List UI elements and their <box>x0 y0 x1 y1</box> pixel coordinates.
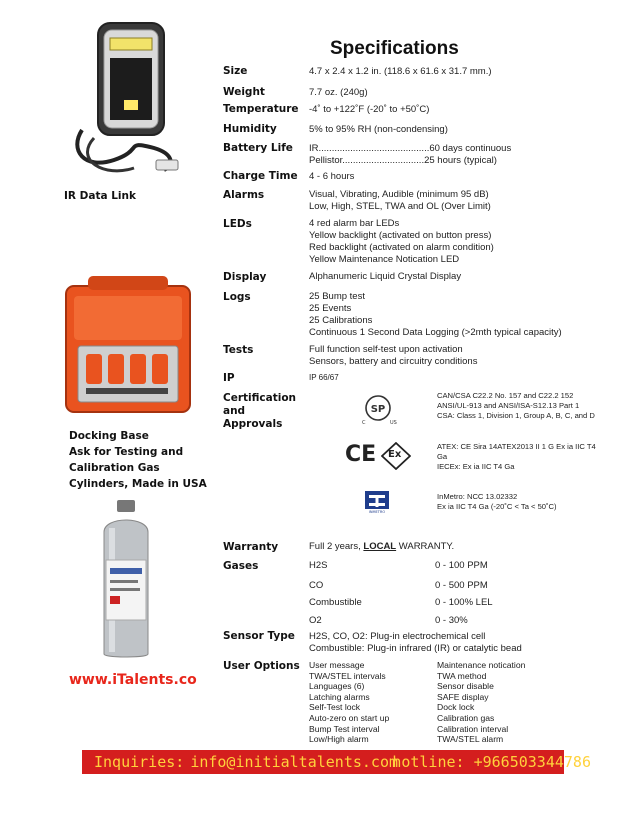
spec-label-temperature: Temperature <box>223 103 299 115</box>
website-link[interactable]: www.iTalents.co <box>69 672 197 688</box>
docking-base-image <box>58 268 198 416</box>
user-options-left: User message TWA/STEL intervals Languages (6) Latching alarms Self-Test lock Auto-zero on start up Bump Test interval Low/High alarm <box>309 660 390 745</box>
gas-name: H2S <box>309 560 328 571</box>
spec-label-humidity: Humidity <box>223 123 277 135</box>
spec-value-size: 4.7 x 2.4 x 1.2 in. (118.6 x 61.6 x 31.7 mm.) <box>309 66 492 77</box>
gas-name: Combustible <box>309 597 362 608</box>
svg-text:SP: SP <box>370 404 386 415</box>
footer-inquiries: Inquiries: <box>94 753 185 771</box>
spec-value-sensor-type: H2S, CO, O2: Plug-in electrochemical cell Combustible: Plug-in infrared (IR) or catalytic bead <box>309 631 522 654</box>
svg-text:US: US <box>390 420 397 426</box>
cert-text-atex: ATEX: CE Sira 14ATEX2013 II 1 G Ex ia IIC T4 Ga IECEx: Ex ia IIC T4 Ga <box>437 442 596 471</box>
spec-label-battery-life: Battery Life <box>223 142 293 154</box>
ex-mark: Ex <box>388 449 402 460</box>
spec-label-charge-time: Charge Time <box>223 170 298 182</box>
ce-mark: CE <box>345 442 377 467</box>
ce-ex-logo-icon <box>345 442 415 472</box>
spec-label-weight: Weight <box>223 86 265 98</box>
spec-label-sensor-type: Sensor Type <box>223 630 295 642</box>
spec-label-certification: Certification and Approvals <box>223 392 297 430</box>
spec-value-alarms: Visual, Vibrating, Audible (minimum 95 dB) Low, High, STEL, TWA and OL (Over Limit) <box>309 189 491 212</box>
user-options-right: Maintenance notication TWA method Sensor disable SAFE display Dock lock Calibration gas Calibration interval TWA/STEL alarm <box>437 660 526 745</box>
spec-label-user-options: User Options <box>223 660 300 672</box>
spec-value-humidity: 5% to 95% RH (non-condensing) <box>309 124 448 135</box>
warranty-local-emphasis: LOCAL <box>363 541 397 552</box>
gas-name: CO <box>309 580 324 591</box>
spec-label-size: Size <box>223 65 248 77</box>
gas-name: O2 <box>309 615 322 626</box>
spec-value-battery-life: IR..........................................60 days continuous Pellistor...............................25 hours (typical) <box>309 143 512 166</box>
footer-email-link[interactable]: info@initialtalents.com <box>190 753 399 771</box>
gas-range: 0 - 100% LEL <box>435 597 493 608</box>
spec-value-ip: IP 66/67 <box>309 373 339 382</box>
inmetro-logo-icon <box>364 490 390 516</box>
spec-value-leds: 4 red alarm bar LEDs Yellow backlight (activated on button press) Red backlight (activated on alarm condition) Yellow Maintenance Notication LED <box>309 218 494 265</box>
gas-range: 0 - 30% <box>435 615 468 626</box>
spec-label-logs: Logs <box>223 291 251 303</box>
gas-cylinder-image <box>86 498 166 660</box>
csa-logo-icon <box>358 392 398 426</box>
inmetro-logo-text: INMETRO <box>368 510 386 514</box>
spec-value-warranty <box>309 541 454 553</box>
spec-label-gases: Gases <box>223 560 259 572</box>
spec-value-weight: 7.7 oz. (240g) <box>309 87 368 98</box>
footer-bar <box>82 750 591 774</box>
warranty-prefix: Full 2 years, <box>309 541 364 552</box>
spec-label-leds: LEDs <box>223 218 252 230</box>
spec-label-ip: IP <box>223 372 235 384</box>
ir-data-link-image <box>64 20 204 180</box>
spec-value-charge-time: 4 - 6 hours <box>309 171 355 182</box>
cert-text-csa: CAN/CSA C22.2 No. 157 and C22.2 152 ANSI/UL-913 and ANSI/ISA-S12.13 Part 1 CSA: Class 1, Division 1, Group A, B, C, and D <box>437 391 595 420</box>
spec-label-warranty: Warranty <box>223 541 279 553</box>
warranty-suffix: WARRANTY. <box>396 541 455 552</box>
gas-range: 0 - 100 PPM <box>435 560 488 571</box>
spec-label-tests: Tests <box>223 344 254 356</box>
spec-label-display: Display <box>223 271 267 283</box>
ir-data-link-label: IR Data Link <box>64 190 136 202</box>
docking-base-label: Docking Base Ask for Testing and Calibration Gas Cylinders, Made in USA <box>69 430 207 490</box>
cert-text-inmetro: InMetro: NCC 13.02332 Ex ia IIC T4 Ga (-20˚C < Ta < 50˚C) <box>437 492 557 511</box>
footer-hotline[interactable]: hotline: +966503344786 <box>392 753 591 771</box>
spec-value-logs: 25 Bump test 25 Events 25 Calibrations Continuous 1 Second Data Logging (>2mth typical capacity) <box>309 291 562 338</box>
page-title: Specifications <box>330 38 459 59</box>
svg-text:C: C <box>362 420 366 426</box>
spec-value-tests: Full function self-test upon activation Sensors, battery and circuitry conditions <box>309 344 478 367</box>
spec-value-display: Alphanumeric Liquid Crystal Display <box>309 271 462 282</box>
spec-value-temperature: -4˚ to +122˚F (-20˚ to +50˚C) <box>309 104 430 115</box>
gas-range: 0 - 500 PPM <box>435 580 488 591</box>
spec-label-alarms: Alarms <box>223 189 265 201</box>
